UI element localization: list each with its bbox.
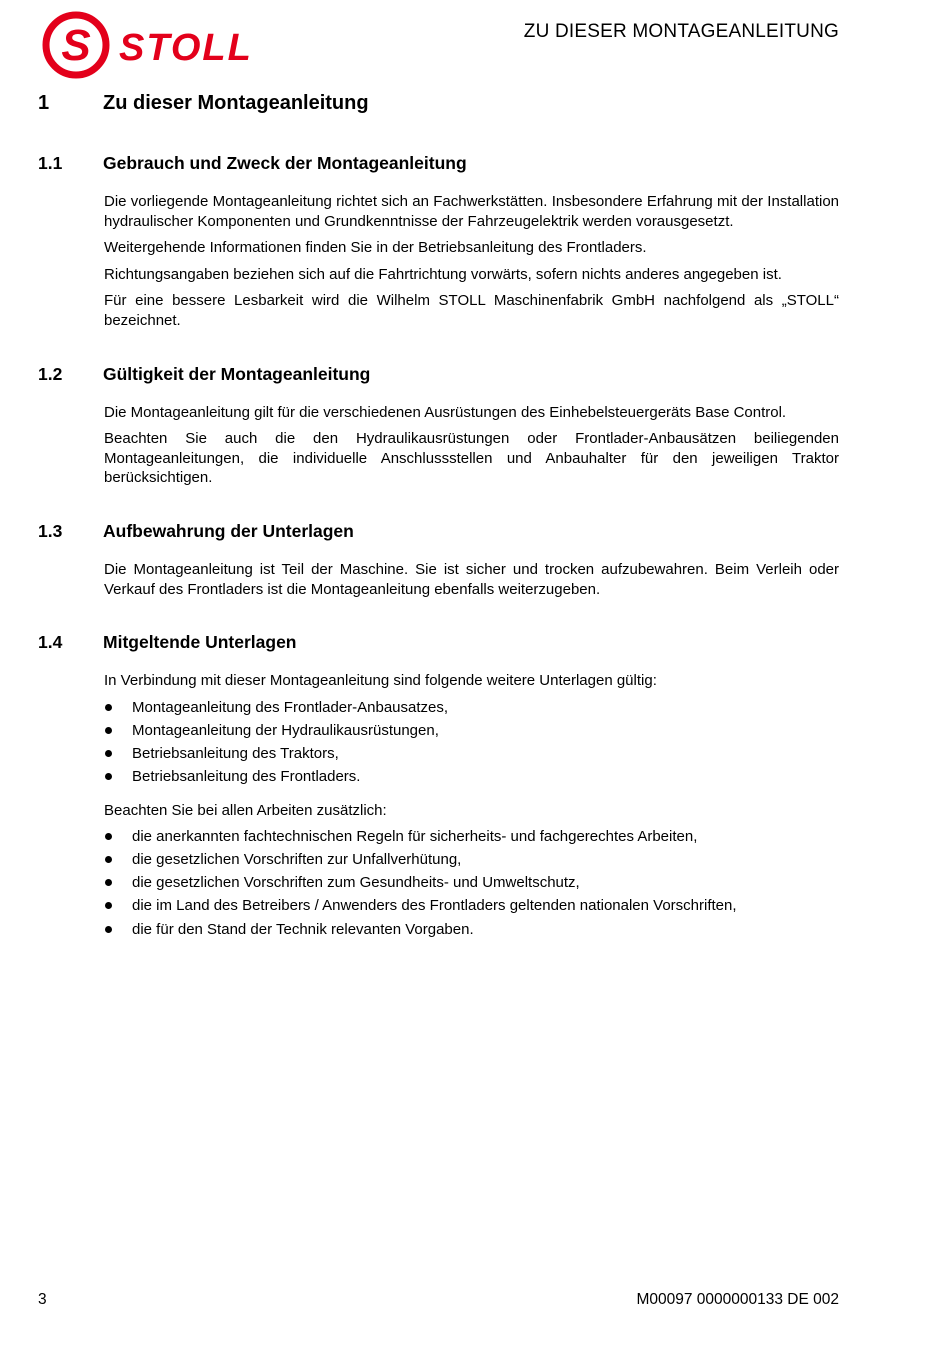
- list-item: die gesetzlichen Vorschriften zur Unfallverhütung,: [104, 850, 839, 870]
- bullet-icon: [105, 833, 112, 840]
- section-heading-1-4: 1.4 Mitgeltende Unterlagen: [38, 632, 297, 653]
- section-heading-1-2: 1.2 Gültigkeit der Montageanleitung: [38, 363, 371, 384]
- list-item: Montageanleitung der Hydraulikausrüstungen,: [104, 721, 839, 741]
- svg-text:STOLL: STOLL: [119, 27, 253, 69]
- list-item: die für den Stand der Technik relevanten Vorgaben.: [104, 920, 839, 940]
- list-item: die gesetzlichen Vorschriften zum Gesundheits- und Umweltschutz,: [104, 873, 839, 893]
- bullet-icon: [105, 856, 112, 863]
- stoll-logo: [41, 10, 303, 80]
- list-item: Betriebsanleitung des Traktors,: [104, 744, 839, 764]
- bullet-icon: [105, 750, 112, 757]
- section-body-1-2: [104, 403, 839, 488]
- section-body-1-4: [104, 671, 839, 939]
- paragraph: Richtungsangaben beziehen sich auf die Fahrtrichtung vorwärts, sofern nichts anderes angegeben ist.: [104, 265, 782, 283]
- paragraph: Beachten Sie auch die den Hydraulikausrüstungen oder Frontlader-Anbausätzen beiliegenden Montageanleitungen, die individuelle Anschlussstellen und Anbauhalter für den jeweiligen Traktor berücksichtigen.: [104, 430, 839, 487]
- svg-text:S: S: [61, 21, 91, 70]
- section-body-1-1: [104, 192, 839, 331]
- bullet-list-rules: [104, 827, 839, 939]
- bullet-list-documents: [104, 698, 839, 787]
- section-heading-1-1: 1.1 Gebrauch und Zweck der Montageanleitung: [38, 153, 467, 173]
- list-item: die anerkannten fachtechnischen Regeln für sicherheits- und fachgerechtes Arbeiten,: [104, 827, 839, 847]
- bullet-icon: [105, 926, 112, 933]
- paragraph: Weitergehende Informationen finden Sie in der Betriebsanleitung des Frontladers.: [104, 239, 647, 257]
- document-content: [38, 90, 839, 946]
- paragraph: Die Montageanleitung gilt für die verschiedenen Ausrüstungen des Einhebelsteuergeräts Base Control.: [104, 403, 787, 421]
- paragraph: In Verbindung mit dieser Montageanleitung sind folgende weitere Unterlagen gültig:: [104, 672, 657, 690]
- header-title: ZU DIESER MONTAGEANLEITUNG: [523, 21, 839, 42]
- page-number: 3: [38, 1291, 47, 1308]
- bullet-icon: [105, 902, 112, 909]
- paragraph: Die Montageanleitung ist Teil der Maschine. Sie ist sicher und trocken aufzubewahren. Beim Verleih oder Verkauf des Frontladers ist die Montageanleitung ebenfalls weiterzugeben.: [104, 560, 839, 598]
- paragraph: Beachten Sie bei allen Arbeiten zusätzlich:: [104, 801, 387, 819]
- list-item: die im Land des Betreibers / Anwenders des Frontladers geltenden nationalen Vorschriften,: [104, 896, 839, 916]
- bullet-icon: [105, 704, 112, 711]
- document-id: M00097 0000000133 DE 002: [636, 1291, 839, 1308]
- bullet-icon: [105, 727, 112, 734]
- list-item: Betriebsanleitung des Frontladers.: [104, 767, 839, 787]
- list-item: Montageanleitung des Frontlader-Anbausatzes,: [104, 698, 839, 718]
- chapter-number: 1: [38, 92, 50, 114]
- chapter-heading: [38, 92, 839, 115]
- section-heading-1-3: 1.3 Aufbewahrung der Unterlagen: [38, 520, 354, 541]
- paragraph: Für eine bessere Lesbarkeit wird die Wilhelm STOLL Maschinenfabrik GmbH nachfolgend als „STOLL“ bezeichnet.: [104, 292, 839, 329]
- paragraph: Die vorliegende Montageanleitung richtet sich an Fachwerkstätten. Insbesondere Erfahrung mit der Installation hydraulischer Komponenten und Grundkenntnisse der Fahrzeugelektrik werden vorausgesetzt.: [104, 193, 839, 230]
- chapter-title: Zu dieser Montageanleitung: [103, 92, 369, 114]
- section-body-1-3: [104, 560, 839, 599]
- bullet-icon: [105, 879, 112, 886]
- bullet-icon: [105, 773, 112, 780]
